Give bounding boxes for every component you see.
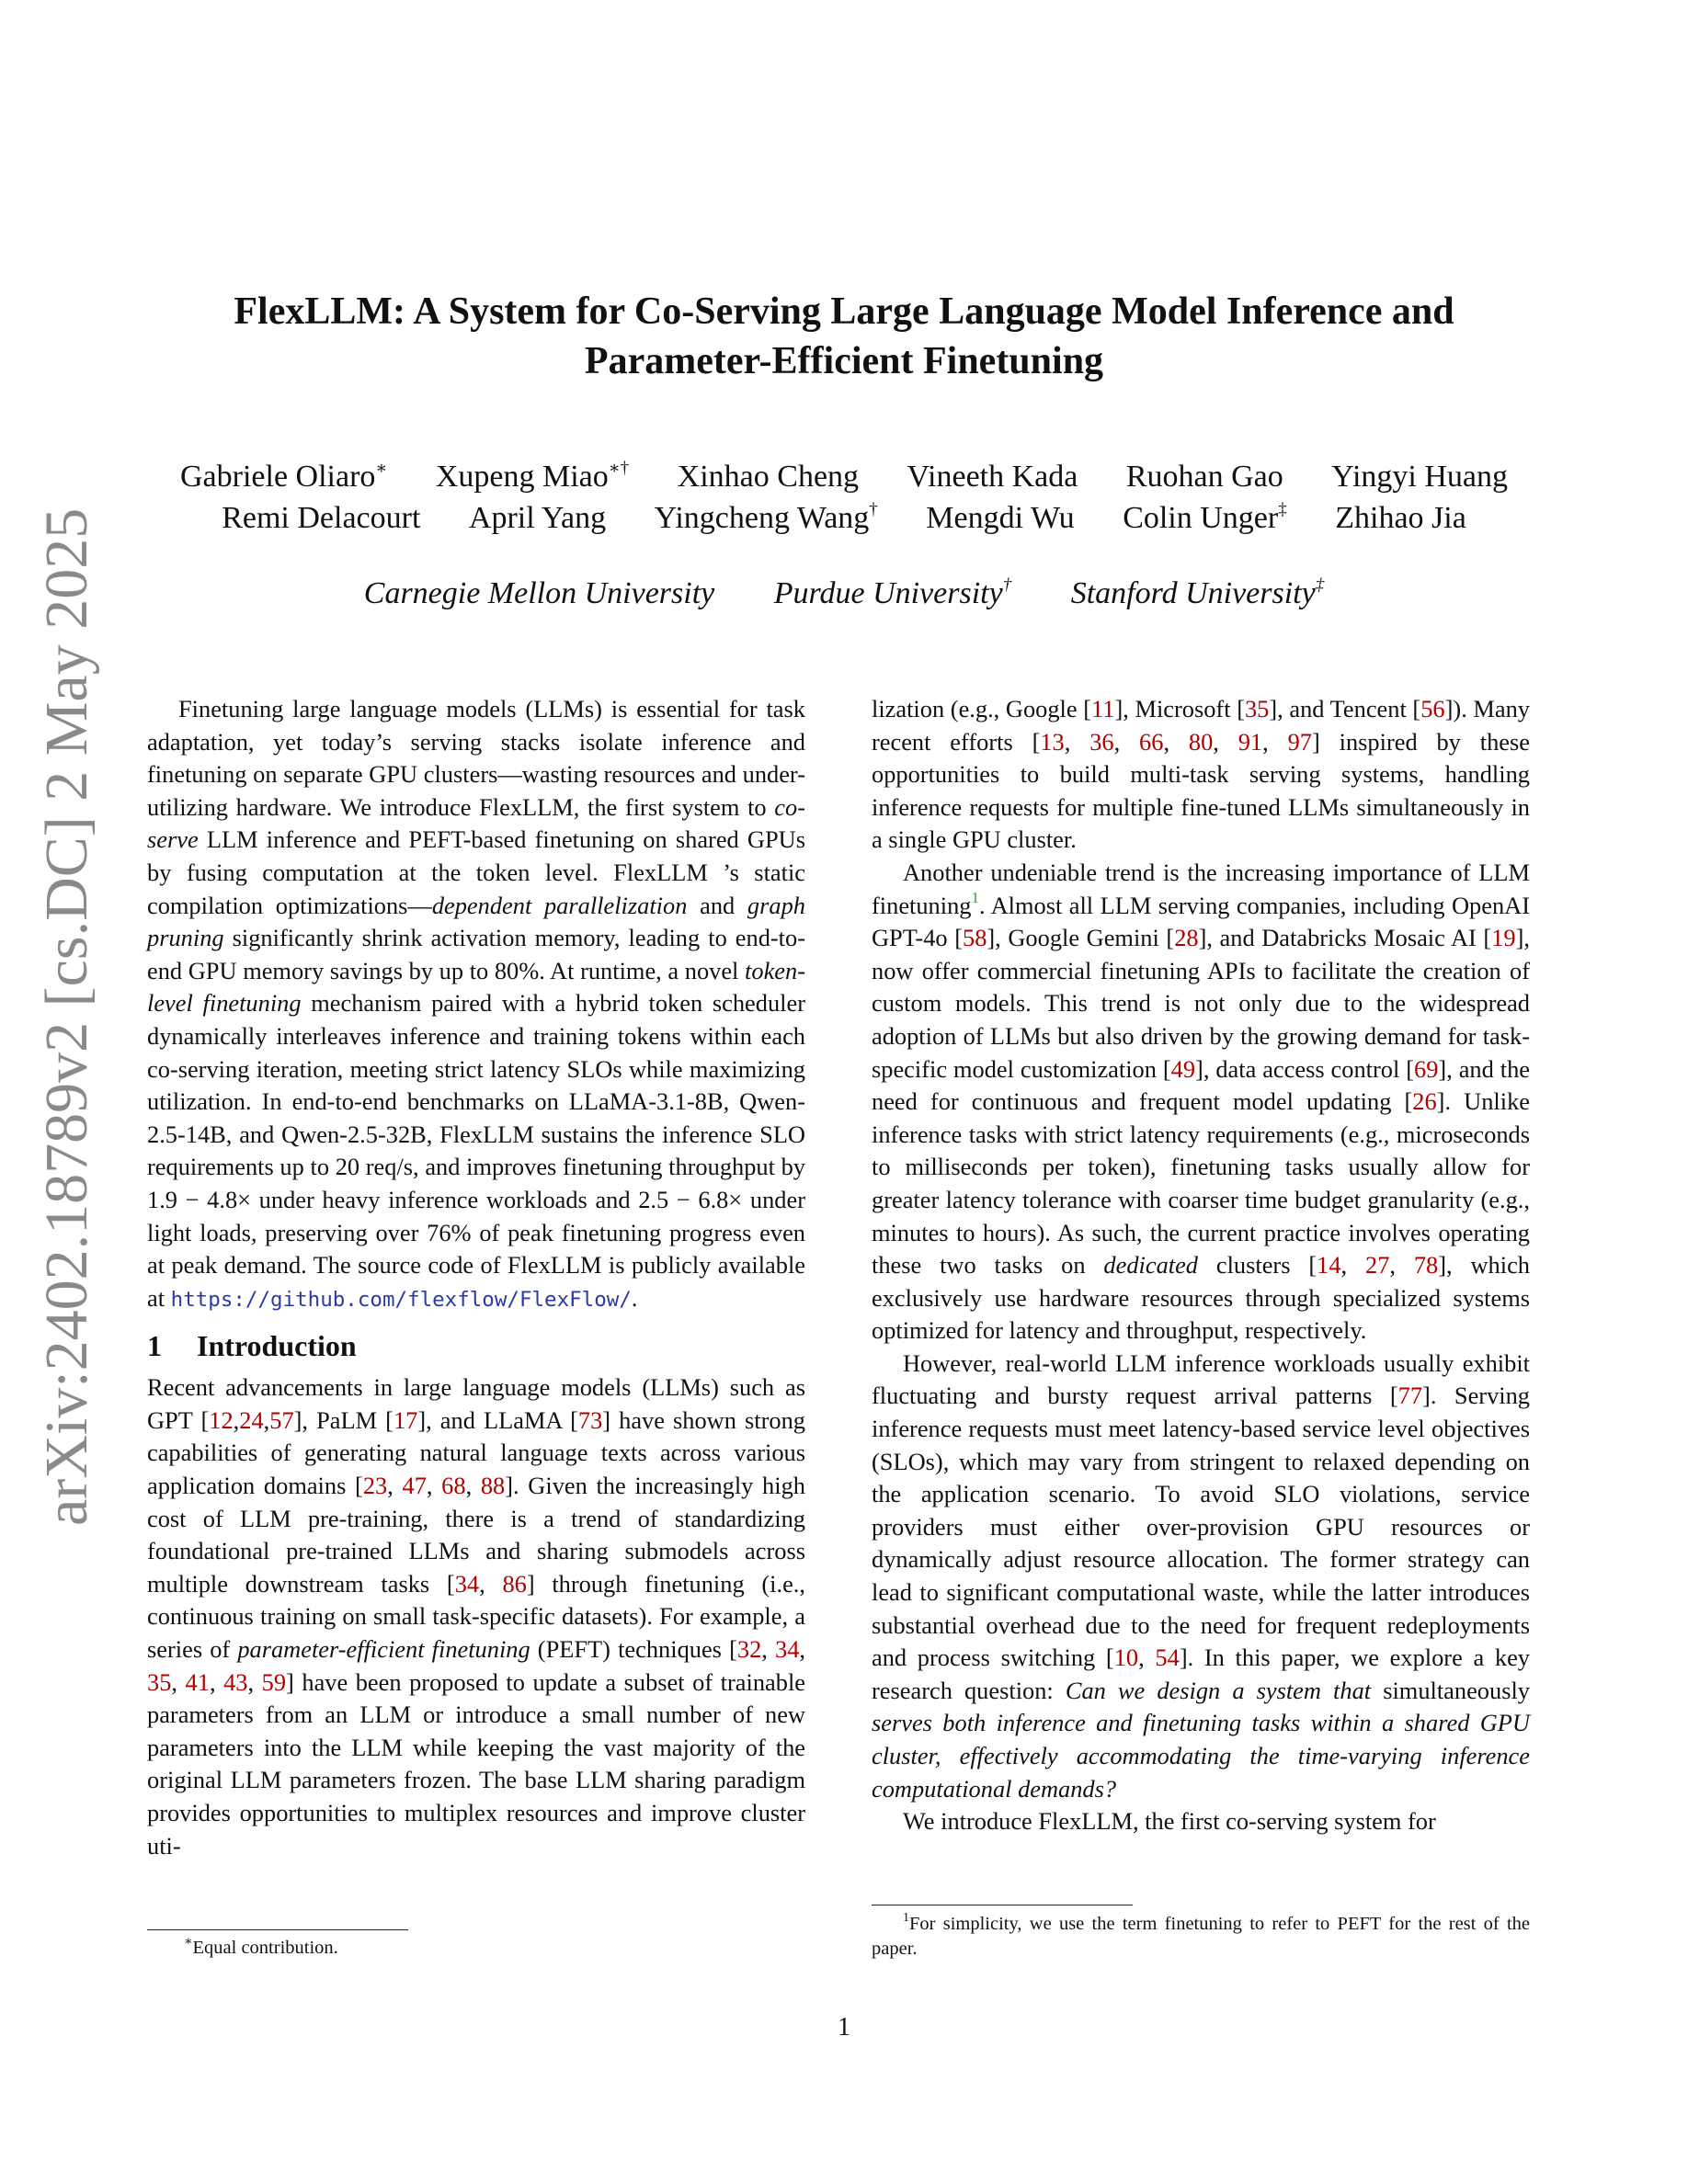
citation-link[interactable]: 17 [393,1405,418,1434]
citation-link[interactable]: 41 [185,1667,210,1696]
author: Ruohan Gao [1125,460,1283,494]
citation-link[interactable]: 43 [223,1667,248,1696]
citation-link[interactable]: 19 [1491,924,1516,952]
citation-link[interactable]: 23 [362,1472,388,1500]
author-row-2 [138,497,1550,539]
author: Zhihao Jia [1335,501,1466,535]
citation-link[interactable]: 26 [1412,1087,1437,1116]
source-code-link[interactable]: https://github.com/flexflow/FlexFlow/ [170,1287,632,1312]
citation-link[interactable]: 34 [454,1569,480,1598]
citation-link[interactable]: 35 [1244,695,1270,722]
citation-link[interactable]: 10 [1113,1644,1139,1672]
footnote-finetuning-definition: $^1$For simplicity, we use the term finetuning to refer to PEFT for the rest of the paper. [872,1911,1530,1959]
citation-link[interactable]: 58 [963,924,987,952]
citation-link[interactable]: 78 [1413,1251,1439,1280]
citation-link[interactable]: 28 [1174,924,1199,952]
citation-link[interactable]: 32 [736,1635,762,1664]
affiliation: Carnegie Mellon University [363,576,715,610]
citation-link[interactable]: 14 [1317,1251,1341,1280]
author: Xinhao Cheng [677,460,860,494]
citation-link[interactable]: 69 [1414,1054,1439,1083]
citation-link[interactable]: 27 [1365,1251,1390,1280]
author: Yingyi Huang [1331,460,1508,494]
citation-link[interactable]: 24 [239,1405,264,1434]
intro-paragraph-3: However, real-world LLM inference workloads usually exhibit fluctuating and bursty request arrival patterns [77]. Serving inference requests must meet latency-based service level objectives (SLOs), which may vary from stringent to relaxed depending on the application scenario. To avoid SLO violations, service providers must either over-provision GPU resources or dynamically adjust resource allocation. The former strategy can lead to significant computational waste, while the latter introduces substantial overhead due to the need for frequent redeployments and process switching [10, 54]. In this paper, we explore a key research question: Can we design a system that simultaneously serves both inference and finetuning tasks within a shared GPU cluster, effectively accommodating the time-varying inference computational demands? [872,1348,1530,1803]
right-column [872,693,1530,1838]
citation-link[interactable]: 86 [502,1569,527,1598]
affiliation: Purdue University† [773,575,1012,610]
intro-paragraph-2: Another undeniable trend is the increasing importance of LLM finetuning$^1$. Almost all LLM serving companies, including OpenAI GPT-4o [58], Google Gemini [28], and Databricks Mosaic AI [19], now offer commercial finetuning APIs to facilitate the creation of custom models. This trend is not only due to the widespread adoption of LLMs but also driven by the growing demand for task-specific model customization [49], data access control [69], and the need for continuous and frequent model updating [26]. Unlike inference tasks with strict latency requirements (e.g., microseconds to milliseconds per token), finetuning tasks usually allow for greater latency tolerance with coarser time budget granularity (e.g., minutes to hours). As such, the current practice involves operating these two tasks on dedicated clusters [14, 27, 78], which exclusively use hardware resources through specialized systems optimized for latency and throughput, respectively. [872,858,1530,1345]
citation-link[interactable]: 11 [1091,695,1115,722]
author: April Yang [468,501,607,535]
author: Mengdi Wu [926,501,1075,535]
author-list [138,456,1550,539]
citation-link[interactable]: 97 [1287,727,1312,756]
citation-link[interactable]: 47 [402,1472,427,1500]
author: Remi Delacourt [222,501,421,535]
citation-link[interactable]: 73 [577,1405,603,1434]
citation-link[interactable]: 57 [269,1405,294,1434]
author: Gabriele Oliaro∗ [180,459,388,494]
citation-link[interactable]: 12 [209,1405,234,1434]
author: Colin Unger‡ [1123,500,1287,535]
citation-link[interactable]: 56 [1420,695,1445,722]
affiliation: Stanford University‡ [1070,575,1325,610]
citation-link[interactable]: 49 [1170,1054,1196,1083]
citation-link[interactable]: 36 [1089,727,1114,756]
intro-paragraph-4: We introduce FlexLLM, the first co-serving system for [903,1807,1436,1836]
section-heading-introduction: 1 Introduction [147,1329,357,1363]
page-number: 1 [838,2013,850,2042]
intro-paragraph-1: Recent advancements in large language models (LLMs) such as GPT [12,24,57], PaLM [17], and LLaMA [73] have shown strong capabilities of generating natural language texts across various application domains [23, 47, 68, 88]. Given the increasingly high cost of LLM pre-training, there is a trend of standardizing foundational pre-trained LLMs and sharing submodels across multiple downstream tasks [34, 86] through finetuning (i.e., continuous training on small task-specific datasets). For example, a series of parameter-efficient finetuning (PEFT) techniques [32, 34, 35, 41, 43, 59] have been proposed to update a subset of trainable parameters from an LLM or introduce a small number of new parameters into the LLM while keeping the vast majority of the original LLM parameters frozen. The base LLM sharing paradigm provides opportunities to multiplex resources and improve cluster uti- [147,1373,806,1860]
citation-link[interactable]: 80 [1188,727,1214,756]
citation-link[interactable]: 54 [1155,1644,1180,1672]
citation-link[interactable]: 77 [1397,1382,1423,1410]
citation-link[interactable]: 35 [147,1667,172,1696]
abstract-paragraph: Finetuning large language models (LLMs) is essential for task adaptation, yet today’s serving stacks isolate inference and finetuning on separate GPU clusters—wasting resources and under-utilizing hardware. We introduce FlexLLM, the first system to co-serve LLM inference and PEFT-based finetuning on shared GPUs by fusing computation at the token level. FlexLLM ’s static compilation optimizations—dependent parallelization and graph pruning significantly shrink activation memory, leading to end-to-end GPU memory savings by up to 80%. At runtime, a novel token-level finetuning mechanism paired with a hybrid token scheduler dynamically interleaves inference and training tokens within each co-serving iteration, meeting strict latency SLOs while maximizing utilization. In end-to-end benchmarks on LLaMA-3.1-8B, Qwen-2.5-14B, and Qwen-2.5-32B, FlexLLM sustains the inference SLO requirements up to 20 req/s, and improves finetuning throughput by 1.9 − 4.8× under heavy inference workloads and 2.5 − 6.8× under light loads, preserving over 76% of peak finetuning progress even at peak demand. The source code of FlexLLM is publicly available at https://github.com/flexflow/FlexFlow/. [147,695,805,1312]
footnote-divider-left [147,1929,408,1930]
author: Xupeng Miao∗† [435,459,630,494]
author-row-1 [138,456,1550,497]
footnote-equal-contribution: ∗Equal contribution. [184,1935,338,1958]
left-column [147,693,805,1862]
citation-link[interactable]: 13 [1040,727,1065,756]
intro-paragraph-1-continued: lization (e.g., Google [11], Microsoft [35], and Tencent [56]). Many recent efforts [13, 36, 66, 80, 91, 97] inspired by these opportunities to build multi-task serving systems, handling inference requests for multiple fine-tuned LLMs simultaneously in a single GPU cluster. [872,695,1531,854]
affiliation-list [138,574,1550,614]
citation-link[interactable]: 88 [480,1472,506,1500]
paper-title-line-1: FlexLLM: A System for Co-Serving Large Language Model Inference and [234,290,1454,333]
citation-link[interactable]: 34 [775,1635,800,1664]
citation-link[interactable]: 91 [1237,727,1263,756]
citation-link[interactable]: 68 [441,1472,466,1500]
author: Vineeth Kada [907,460,1078,494]
citation-link[interactable]: 59 [261,1667,287,1696]
footnote-marker-link[interactable]: 1 [971,888,979,906]
paper-title-line-2: Parameter-Efficient Finetuning [584,340,1104,382]
arxiv-identifier-stamp: arXiv:2402.18789v2 [cs.DC] 2 May 2025 [33,507,100,1526]
paper-title [138,287,1550,386]
citation-link[interactable]: 66 [1139,727,1164,756]
author: Yingcheng Wang† [654,500,878,535]
